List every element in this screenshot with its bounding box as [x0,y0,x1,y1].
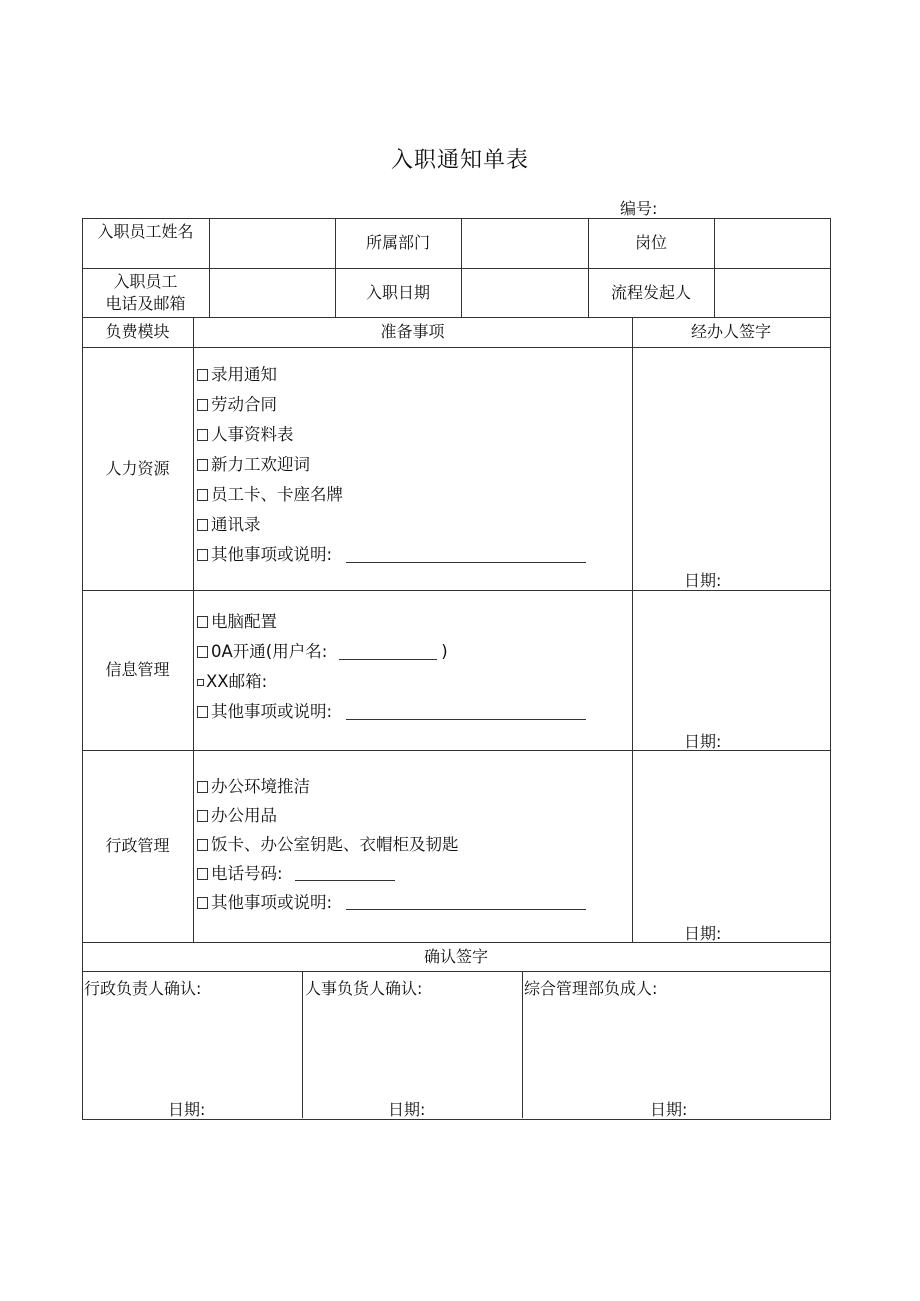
module-column-header: 负费模块 [105,322,170,341]
phone-number-blank[interactable] [295,866,395,881]
module-admin: 行政管理 [105,836,170,855]
checkbox-icon[interactable] [197,679,204,686]
other-notes-blank[interactable] [346,705,586,720]
hr-date-label: 日期: [684,571,722,590]
checklist-item[interactable]: 通讯录 [197,510,586,540]
checklist-item[interactable]: 新力工欢迎词 [197,450,586,480]
general-confirm-label: 综合管理部负成人: [524,979,658,998]
checklist-item[interactable]: 员工卡、卡座名牌 [197,480,586,510]
col-divider [209,218,210,317]
checkbox-icon[interactable] [197,810,208,822]
general-confirm-date: 日期: [650,1100,688,1119]
confirm-title: 确认签字 [423,946,488,966]
checklist-item[interactable]: 电脑配置 [197,607,586,637]
name-label: 入职员工姓名 [97,222,194,241]
contact-label-line2: 电话及邮箱 [105,293,186,313]
checklist-item[interactable]: 录用通知 [197,360,586,390]
other-notes-blank[interactable] [346,895,586,910]
page-title: 入职通知单表 [390,148,529,173]
checklist-item-other[interactable]: 其他事项或说明: [197,697,586,727]
department-label: 所属部门 [365,233,430,252]
checklist-item-oa[interactable]: 0A开通(用户名: ) [197,637,586,667]
hr-confirm-label: 人事负货人确认: [305,979,423,998]
hr-items [197,360,586,570]
checklist-item-other[interactable]: 其他事项或说明: [197,888,586,917]
checkbox-icon[interactable] [197,429,208,441]
position-label: 岗位 [634,233,667,252]
row-divider [82,347,830,348]
col-divider [632,317,633,942]
admin-confirm-label: 行政负责人确认: [84,979,202,998]
hr-confirm-date: 日期: [388,1100,426,1119]
checkbox-icon[interactable] [197,868,208,880]
checkbox-icon[interactable] [197,897,208,909]
it-items [197,607,586,727]
checkbox-icon[interactable] [197,489,208,501]
other-notes-blank[interactable] [346,548,586,563]
checklist-item-mail[interactable]: XX邮箱: [197,667,586,697]
checklist-item[interactable]: 饭卡、办公室钥匙、衣帽柜及韧匙 [197,830,586,859]
col-divider [302,971,303,1118]
it-date-label: 日期: [684,732,722,751]
checkbox-icon[interactable] [197,399,208,411]
entry-date-label: 入职日期 [365,282,430,302]
col-divider [522,971,523,1118]
col-divider [714,218,715,317]
serial-number-label: 编号: [620,199,658,218]
signer-column-header: 经办人签字 [690,322,771,341]
checkbox-icon[interactable] [197,549,208,561]
checkbox-icon[interactable] [197,369,208,381]
module-it: 信息管理 [105,660,170,679]
admin-confirm-date: 日期: [168,1100,206,1119]
contact-label-line1: 入职员工 [113,271,178,291]
checkbox-icon[interactable] [197,646,208,658]
checklist-item[interactable]: 人事资料表 [197,420,586,450]
module-hr: 人力资源 [105,458,170,478]
checkbox-icon[interactable] [197,519,208,531]
checklist-item-other[interactable]: 其他事项或说明: [197,540,586,570]
items-column-header: 准备事项 [380,322,445,341]
initiator-label: 流程发起人 [610,282,691,302]
checklist-item[interactable]: 办公环境推洁 [197,772,586,801]
admin-items [197,772,586,917]
admin-date-label: 日期: [684,924,722,943]
username-blank[interactable] [339,645,437,660]
checkbox-icon[interactable] [197,781,208,793]
checklist-item-phone[interactable]: 电话号码: [197,859,586,888]
col-divider [193,317,194,942]
checkbox-icon[interactable] [197,839,208,851]
checkbox-icon[interactable] [197,706,208,718]
checkbox-icon[interactable] [197,616,208,628]
checklist-item[interactable]: 办公用品 [197,801,586,830]
contact-label [82,268,209,317]
col-divider [461,218,462,317]
checkbox-icon[interactable] [197,459,208,471]
checklist-item[interactable]: 劳动合同 [197,390,586,420]
row-divider [82,971,830,972]
